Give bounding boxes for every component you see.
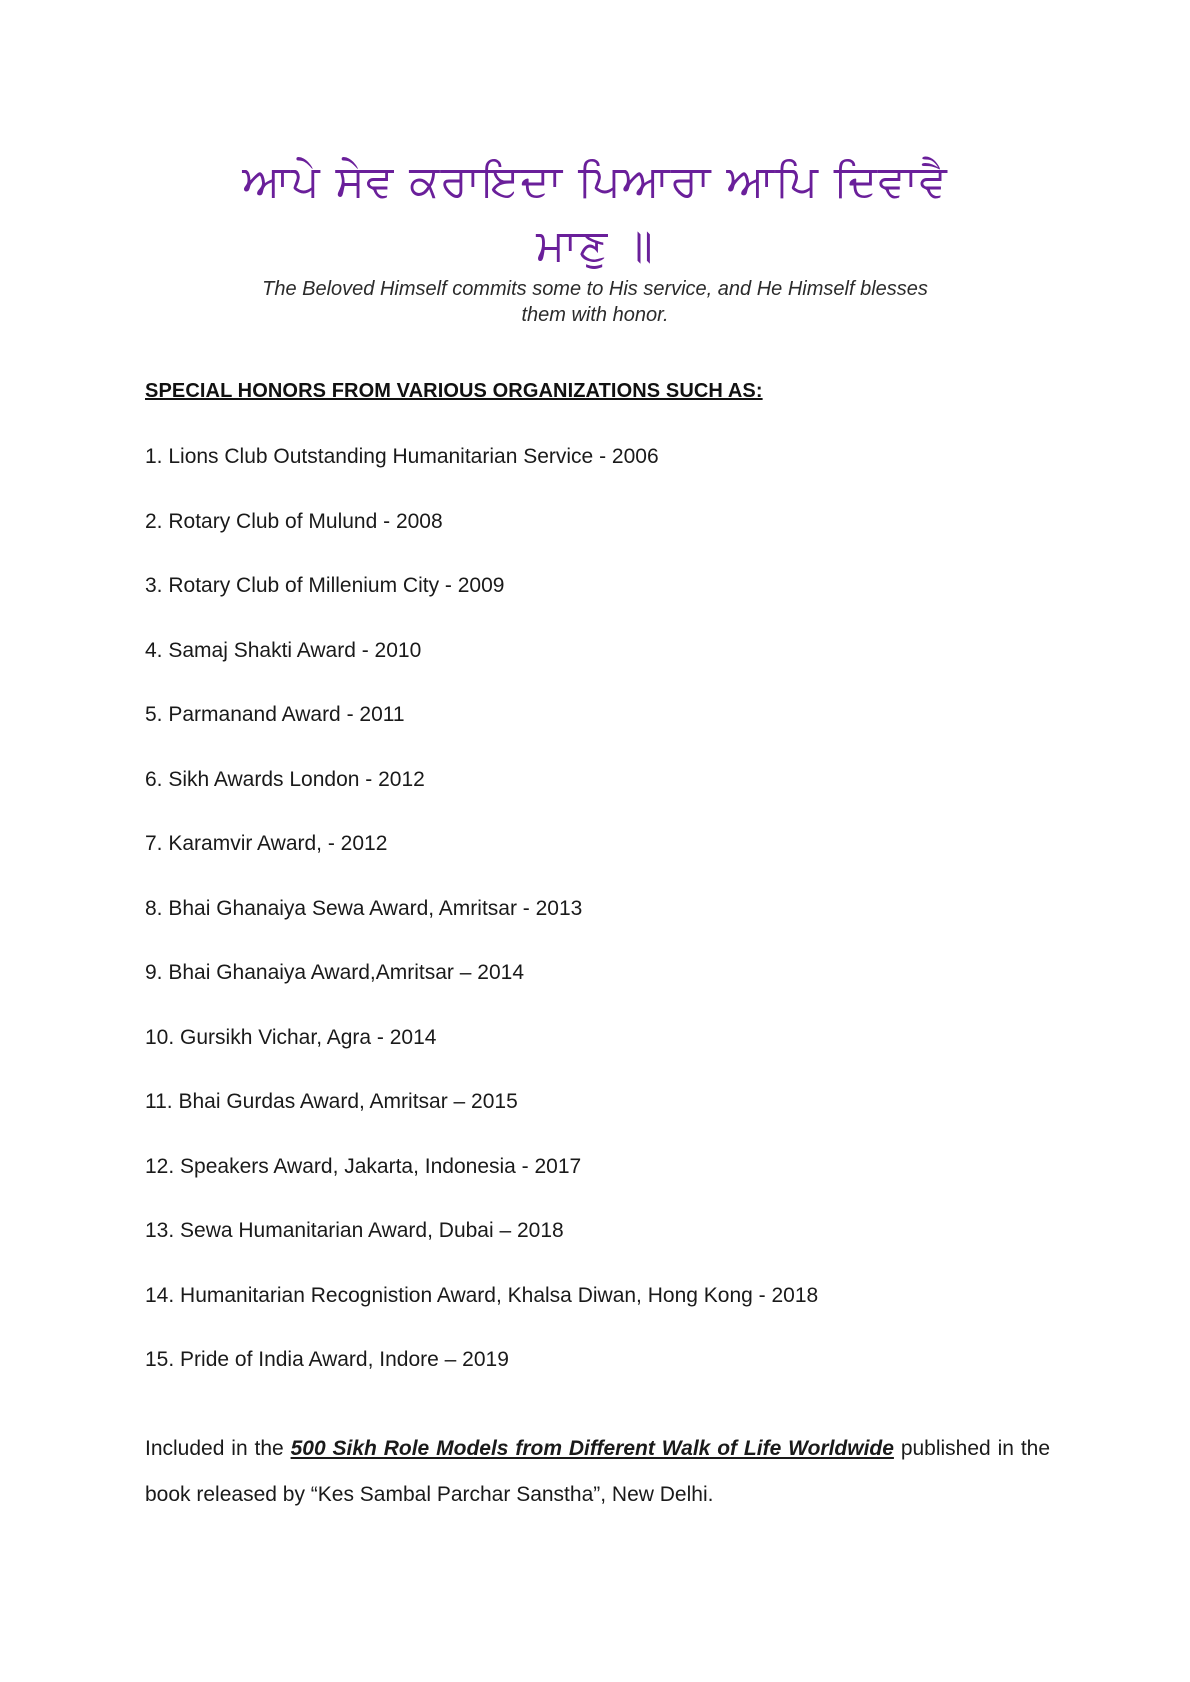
honor-item: 11. Bhai Gurdas Award, Amritsar – 2015: [145, 1090, 518, 1113]
honors-list: [145, 444, 818, 1412]
honor-item: 6. Sikh Awards London - 2012: [145, 767, 425, 791]
footer-prefix: Included in the: [145, 1437, 284, 1460]
honor-item: 8. Bhai Ghanaiya Sewa Award, Amritsar - 2013: [145, 896, 583, 920]
honor-item: 4. Samaj Shakti Award - 2010: [145, 638, 422, 662]
honor-item: 12. Speakers Award, Jakarta, Indonesia - 2017: [145, 1154, 582, 1178]
honor-item: 13. Sewa Humanitarian Award, Dubai – 2018: [145, 1219, 564, 1242]
section-title: SPECIAL HONORS FROM VARIOUS ORGANIZATIONS SUCH AS:: [145, 380, 763, 402]
honor-item: 7. Karamvir Award, - 2012: [145, 832, 388, 855]
role-models-title: 500 Sikh Role Models from Different Walk of Life Worldwide: [290, 1437, 894, 1460]
footer-suffix: published in the book released by “Kes Sambal Parchar Sanstha”, New Delhi.: [145, 1437, 1051, 1506]
honor-item: 15. Pride of India Award, Indore – 2019: [145, 1348, 509, 1371]
honor-item: 2. Rotary Club of Mulund - 2008: [145, 509, 443, 533]
honor-item: 1. Lions Club Outstanding Humanitarian Service - 2006: [145, 445, 659, 468]
honor-item: 9. Bhai Ghanaiya Award,Amritsar – 2014: [145, 961, 524, 984]
honor-item: 14. Humanitarian Recognistion Award, Khalsa Diwan, Hong Kong - 2018: [145, 1283, 819, 1307]
honor-item: 3. Rotary Club of Millenium City - 2009: [145, 574, 505, 597]
verse-translation-line-1: The Beloved Himself commits some to His service, and He Himself blesses: [262, 278, 928, 300]
gurbani-verse-line-1: ਆਪੇ ਸੇਵ ਕਰਾਇਦਾ ਪਿਆਰਾ ਆਪਿ ਦਿਵਾਵੈ: [242, 156, 948, 207]
gurbani-verse-line-2: ਮਾਣੁ ॥: [536, 220, 654, 271]
verse-translation-line-2: them with honor.: [521, 304, 669, 326]
role-models-paragraph: [145, 1426, 1050, 1518]
honor-item: 5. Parmanand Award - 2011: [145, 703, 405, 726]
honor-item: 10. Gursikh Vichar, Agra - 2014: [145, 1025, 437, 1049]
